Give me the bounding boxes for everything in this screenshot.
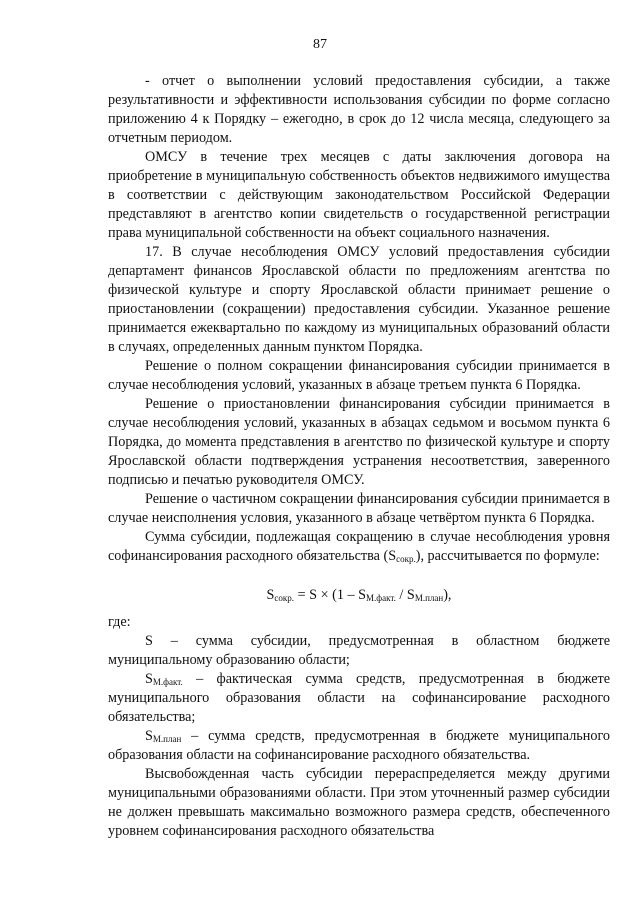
paragraph: 17. В случае несоблюдения ОМСУ условий предоставления субсидии департамент финансов Ярославской области по предложениям агентства по физической культуре и спорту Ярославской области принимает решение о приостановлении (сокращении) предоставления субсидии. Указанное решение принимается ежеквартально по каждому из муниципальных образований области в случаях, определенных данным пунктом Порядка. <box>108 244 610 355</box>
paragraph: ОМСУ в течение трех месяцев с даты заключения договора на приобретение в муниципальную собственность объектов недвижимого имущества в соответствии с действующим законодательством Российской Федерации представляют в агентство копии свидетельств о государственной регистрации права муниципальной собственности на объект социального назначения. <box>108 149 610 241</box>
document-body <box>108 72 610 841</box>
paragraph: Решение о приостановлении финансирования субсидии принимается в случае несоблюдения условий, указанных в абзацах седьмом и восьмом пункта 6 Порядка, до момента представления в агентство по физической культуре и спорту Ярославской области подтверждения устранения несоответствия, заверенного подписью и печатью руководителя ОМСУ. <box>108 396 610 488</box>
definition-m-plan: $S_{M.план}$ – сумма средств, предусмотренная в бюджете муниципального образования области на софинансирование расходного обязательства. <box>108 728 610 763</box>
where-label: где: <box>108 614 131 630</box>
paragraph: Решение о полном сокращении финансирования субсидии принимается в случае несоблюдения условий, указанных в абзаце третьем пункта 6 Порядка. <box>108 358 610 393</box>
definition-m-fact: $S_{M.факт.}$ – фактическая сумма средств, предусмотренная в бюджете муниципального образования области на софинансирование расходного обязательства; <box>108 671 610 725</box>
page-number: 87 <box>313 37 327 52</box>
definition-s: S – сумма субсидии, предусмотренная в областном бюджете муниципальному образованию области; <box>108 633 610 668</box>
paragraph: Высвобожденная часть субсидии перераспределяется между другими муниципальными образованиями области. При этом уточненный размер субсидии не должен превышать максимально возможного размера средств, обеспеченного уровнем софинансирования расходного обязательства <box>108 766 610 839</box>
formula: $S_{сокр.} = S \times (1 - S_{M.факт.} / S_{M.план})$, <box>266 587 452 603</box>
sum-paragraph: Сумма субсидии, подлежащая сокращению в случае несоблюдения уровня софинансирования расходного обязательства $(S_{сокр.})$, рассчитывается по формуле: <box>108 529 610 564</box>
paragraph: - отчет о выполнении условий предоставления субсидии, а также результативности и эффективности использования субсидии по форме согласно приложению 4 к Порядку – ежегодно, в срок до 12 числа месяца, следующего за отчетным периодом. <box>108 73 610 146</box>
paragraph: Решение о частичном сокращении финансирования субсидии принимается в случае неисполнения условия, указанного в абзаце четвёртом пункта 6 Порядка. <box>108 491 610 526</box>
